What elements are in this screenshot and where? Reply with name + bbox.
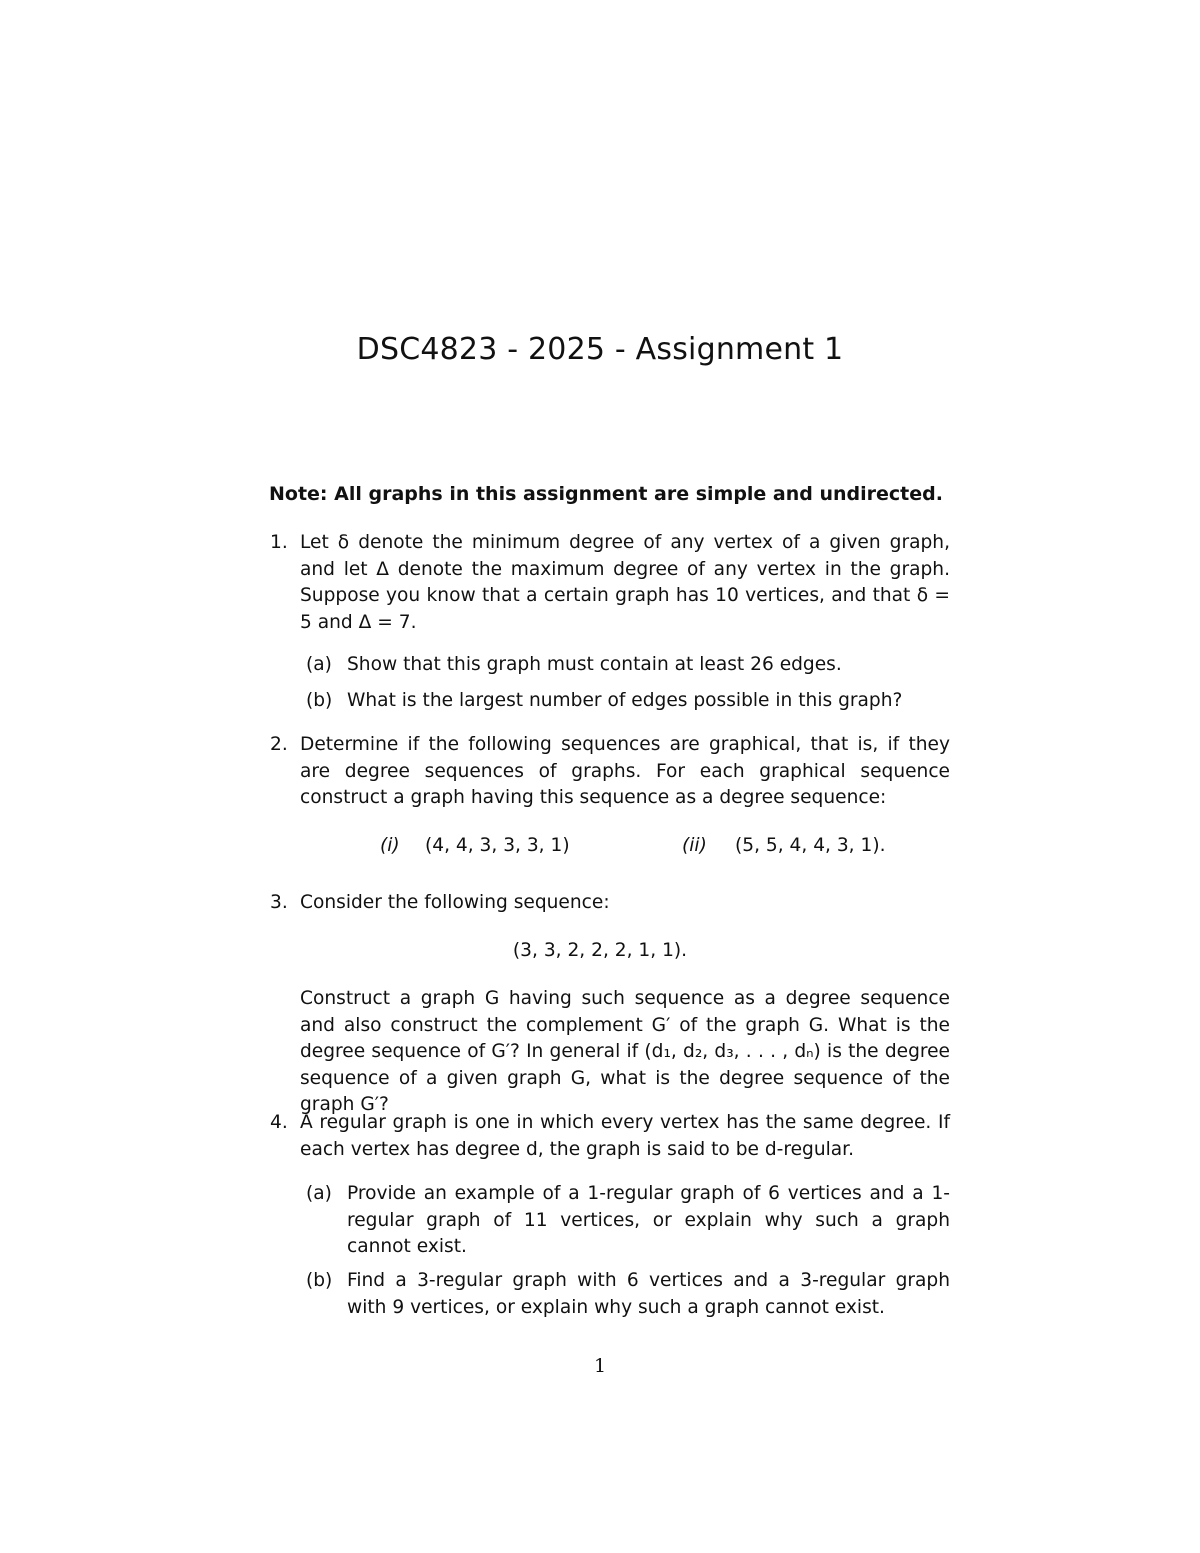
sequence-ii-label: (ii) [682,835,707,856]
question-4b-label: (b) [306,1270,333,1291]
question-1a-label: (a) [306,654,332,675]
question-3-number: 3. [270,892,288,913]
sequence-ii: (5, 5, 4, 4, 3, 1). [735,835,886,856]
question-2-text: Determine if the following sequences are graphical, that is, if they are degree sequences of graphs. For each graphical sequence construct a graph having this sequence as a degree sequence: [300,734,950,808]
question-1b-text: What is the largest number of edges possible in this graph? [347,690,903,711]
question-4a-label: (a) [306,1183,332,1204]
question-3-text: Construct a graph G having such sequence as a degree sequence and also construct the complement G′ of the graph G. What is the degree sequence of G′? In general if (d₁, d₂, d₃, . . . , dₙ) is the degree sequence of a given graph G, what is the degree sequence of the graph G′? [300,988,950,1115]
question-4-text: A regular graph is one in which every vertex has the same degree. If each vertex has degree d, the graph is said to be d-regular. [300,1112,950,1160]
question-2-number: 2. [270,734,288,755]
page-number: 1 [593,1355,607,1377]
question-1b-label: (b) [306,690,333,711]
page-title: DSC4823 - 2025 - Assignment 1 [356,332,844,367]
sequence-i-label: (i) [380,835,400,856]
sequence-i: (4, 4, 3, 3, 3, 1) [425,835,570,856]
question-1-number: 1. [270,532,288,553]
question-3-sequence: (3, 3, 2, 2, 2, 1, 1). [512,940,688,961]
question-1-text: Let δ denote the minimum degree of any vertex of a given graph, and let Δ denote the maximum degree of any vertex in the graph. Suppose you know that a certain graph has 10 vertices, and that δ = 5 and Δ = 7. [300,532,950,633]
assignment-note: Note: All graphs in this assignment are simple and undirected. [269,483,943,505]
question-3-intro: Consider the following sequence: [300,892,610,913]
question-4-number: 4. [270,1112,288,1133]
question-4b-text: Find a 3-regular graph with 6 vertices and a 3-regular graph with 9 vertices, or explain why such a graph cannot exist. [347,1270,950,1318]
question-4a-text: Provide an example of a 1-regular graph of 6 vertices and a 1-regular graph of 11 vertices, or explain why such a graph cannot exist. [347,1183,950,1257]
question-1a-text: Show that this graph must contain at least 26 edges. [347,654,842,675]
